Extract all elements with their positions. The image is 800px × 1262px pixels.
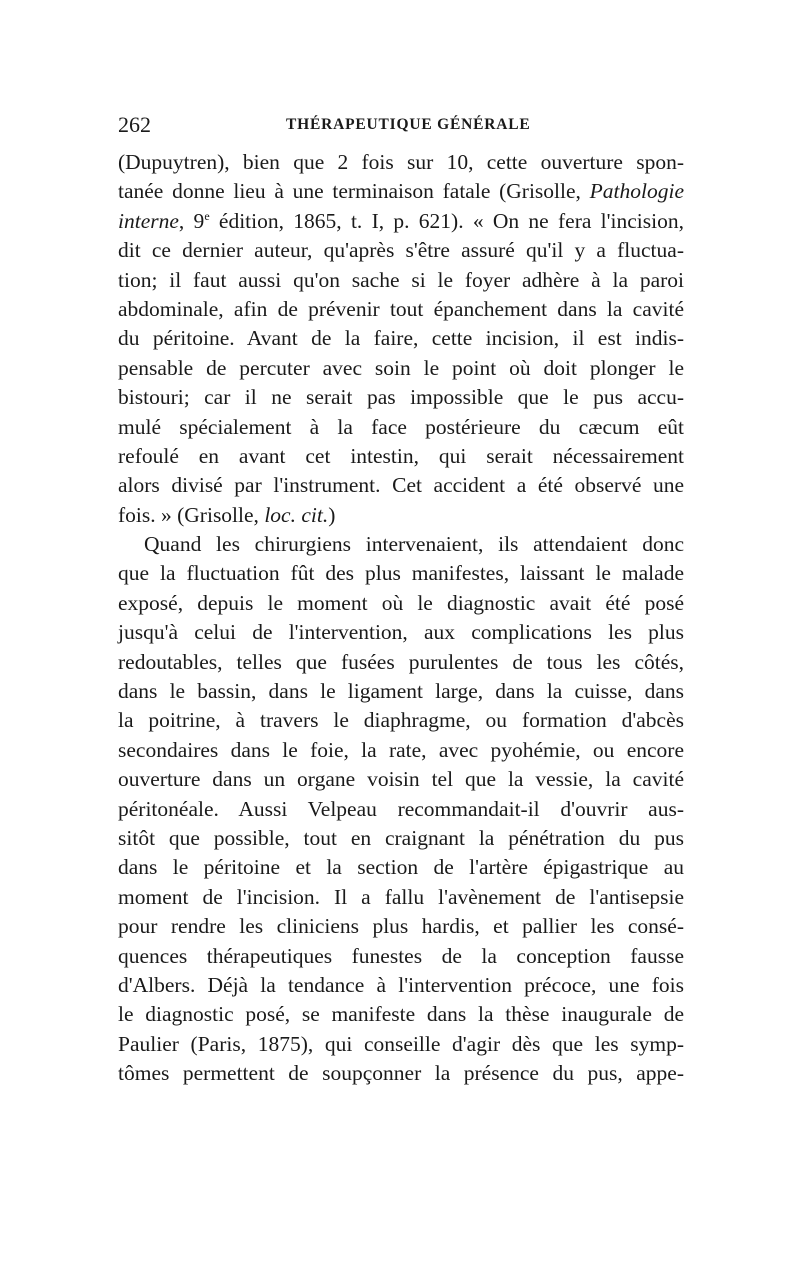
running-title: THÉRAPEUTIQUE GÉNÉRALE xyxy=(286,116,531,133)
italic-citation: loc. cit. xyxy=(264,502,329,527)
text-line: Paulier (Paris, 1875), qui conseille d'agir dès que les symp- xyxy=(118,1031,684,1056)
text-line: tômes permettent de soupçonner la présence du pus, appe- xyxy=(118,1061,684,1086)
text-line xyxy=(118,501,684,530)
text-line: que la fluctuation fût des plus manifestes, laissant le malade xyxy=(118,561,684,586)
text-line: moment de l'incision. Il a fallu l'avènement de l'antisepsie xyxy=(118,884,684,909)
italic-title: interne xyxy=(118,208,179,233)
text-span: édition, 1865, t. I, p. 621). « On ne fera l'incision, xyxy=(209,208,684,233)
text-line: pour rendre les cliniciens plus hardis, et pallier les consé- xyxy=(118,914,684,939)
text-line: mulé spécialement à la face postérieure du cæcum eût xyxy=(118,414,684,439)
text-line: sitôt que possible, tout en craignant la pénétration du pus xyxy=(118,825,684,850)
running-head xyxy=(118,108,684,142)
text-line xyxy=(118,207,684,236)
text-line: Quand les chirurgiens intervenaient, ils attendaient donc xyxy=(144,532,684,557)
text-line: d'Albers. Déjà la tendance à l'intervention précoce, une fois xyxy=(118,972,684,997)
paragraph-1 xyxy=(118,148,684,530)
text-line: refoulé en avant cet intestin, qui serait nécessairement xyxy=(118,443,684,468)
text-line: secondaires dans le foie, la rate, avec pyohémie, ou encore xyxy=(118,737,684,762)
text-line: dans le péritoine et la section de l'artère épigastrique au xyxy=(118,855,684,880)
body-text xyxy=(118,148,684,1089)
text-line: bistouri; car il ne serait pas impossible que le pus accu- xyxy=(118,385,684,410)
italic-title: Pathologie xyxy=(589,179,684,204)
text-line: dans le bassin, dans le ligament large, dans la cuisse, dans xyxy=(118,679,684,704)
text-line: le diagnostic posé, se manifeste dans la thèse inaugurale de xyxy=(118,1002,684,1027)
text-line: péritonéale. Aussi Velpeau recommandait-il d'ouvrir aus- xyxy=(118,796,684,821)
text-line: abdominale, afin de prévenir tout épanchement dans la cavité xyxy=(118,296,684,321)
text-span: tanée donne lieu à une terminaison fatale (Grisolle, xyxy=(118,179,590,204)
text-line: la poitrine, à travers le diaphragme, ou formation d'abcès xyxy=(118,708,684,733)
text-line: tion; il faut aussi qu'on sache si le foyer adhère à la paroi xyxy=(118,267,684,292)
text-line: (Dupuytren), bien que 2 fois sur 10, cette ouverture spon- xyxy=(118,150,684,174)
text-line: redoutables, telles que fusées purulentes de tous les côtés, xyxy=(118,649,684,674)
text-line xyxy=(118,177,684,206)
paragraph-2 xyxy=(118,530,684,1088)
text-line: jusqu'à celui de l'intervention, aux complications les plus xyxy=(118,620,684,645)
text-line: ouverture dans un organe voisin tel que la vessie, la cavité xyxy=(118,767,684,792)
text-span: ) xyxy=(328,502,336,527)
text-span: fois. » (Grisolle, xyxy=(118,502,265,527)
superscript: e xyxy=(204,208,210,223)
text-line: pensable de percuter avec soin le point où doit plonger le xyxy=(118,355,684,380)
book-page xyxy=(118,108,684,1089)
page-number: 262 xyxy=(118,112,151,137)
text-line: dit ce dernier auteur, qu'après s'être assuré qu'il y a fluctua- xyxy=(118,238,684,263)
text-span: , 9 xyxy=(178,208,205,233)
text-line: alors divisé par l'instrument. Cet accident a été observé une xyxy=(118,473,684,498)
text-line: du péritoine. Avant de la faire, cette incision, il est indis- xyxy=(118,326,684,351)
text-line: exposé, depuis le moment où le diagnostic avait été posé xyxy=(118,590,684,615)
text-line: quences thérapeutiques funestes de la conception fausse xyxy=(118,943,684,968)
